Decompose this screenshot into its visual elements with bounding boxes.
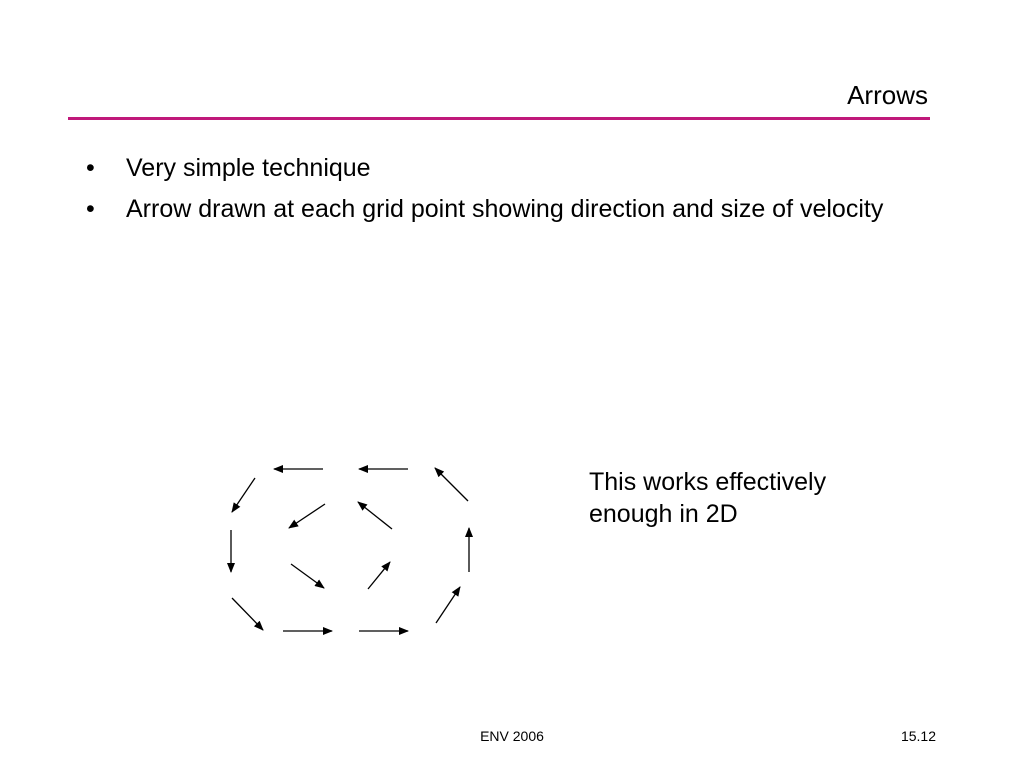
arrow — [289, 504, 325, 528]
arrow — [358, 502, 392, 529]
arrow — [232, 598, 263, 630]
arrow — [291, 564, 324, 588]
bullet-text: Arrow drawn at each grid point showing direction and size of velocity — [126, 195, 884, 223]
slide-title: Arrows — [847, 80, 928, 110]
footer-page-number: 15.12 — [900, 728, 936, 744]
footer-course-label: ENV 2006 — [480, 728, 544, 744]
bullet-text: Very simple technique — [126, 154, 371, 182]
bullet-marker: • — [86, 154, 95, 182]
arrow — [232, 478, 255, 512]
arrow — [435, 468, 468, 501]
bullet-marker: • — [86, 195, 95, 223]
figure-caption: This works effectively enough in 2D — [589, 468, 827, 528]
arrow — [436, 587, 460, 623]
arrow — [368, 562, 390, 589]
